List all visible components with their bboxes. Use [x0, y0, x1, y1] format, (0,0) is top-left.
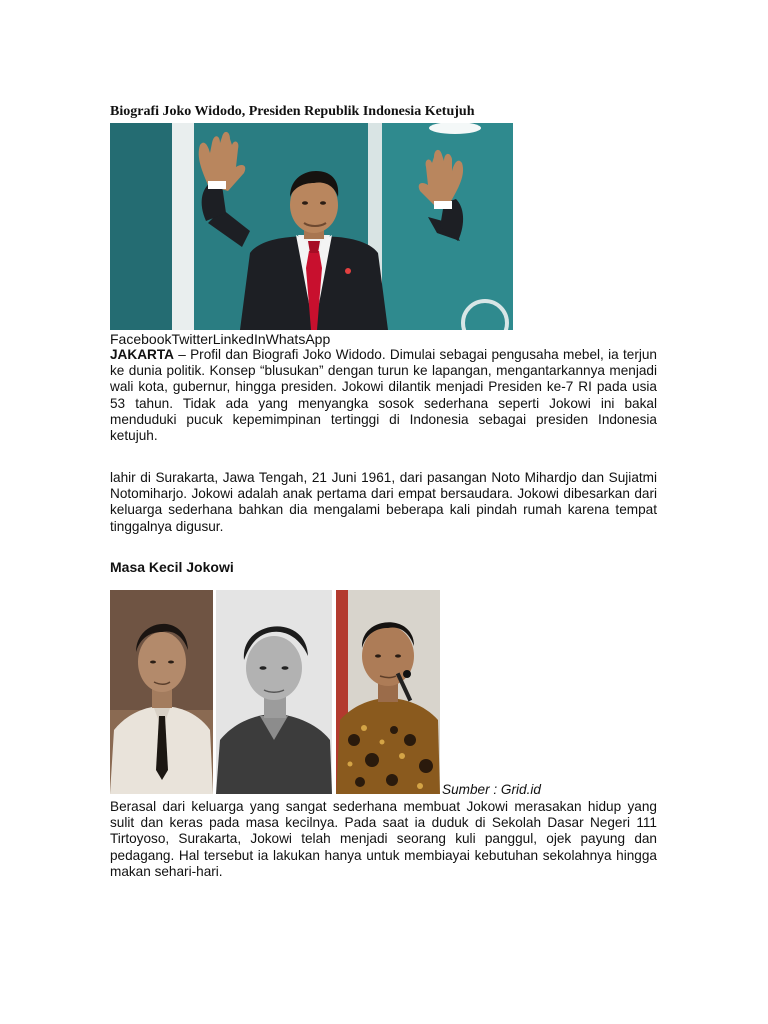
- intro-text: – Profil dan Biografi Joko Widodo. Dimulai sebagai pengusaha mebel, ia terjun ke dunia politik. Konsep “blusukan” dengan turun ke lapangan, mengantarkannya menjadi wali kota, gubernur, hingga presiden. Jokowi dilantik menjadi Presiden ke-7 RI pada usia 53 tahun. Tidak ada yang menyangka sosok sederhana seperti Jokowi ini bakal menduduki pucuk kepemimpinan tertinggi di Indonesia sebagai presiden Indonesia ketujuh.: [110, 347, 657, 444]
- intro-paragraph: [110, 347, 657, 444]
- share-links[interactable]: FacebookTwitterLinkedInWhatsApp: [110, 331, 331, 347]
- childhood-paragraph: Berasal dari keluarga yang sangat sederhana membuat Jokowi merasakan hidup yang sulit dan keras pada masa kecilnya. Pada saat ia duduk di Sekolah Dasar Negeri 111 Tirtoyoso, Surakarta, Jokowi telah menjadi seorang kuli panggul, ojek payung dan pedagang. Hal tersebut ia lakukan hanya untuk membiayai kebutuhan sekolahnya hingga makan sehari-hari.: [110, 799, 657, 879]
- dateline: JAKARTA: [110, 347, 174, 362]
- young-photo-2: [216, 590, 332, 794]
- young-photo-1: [110, 590, 213, 794]
- section-heading: Masa Kecil Jokowi: [110, 559, 234, 575]
- childhood-photos: [110, 590, 440, 794]
- birth-paragraph: lahir di Surakarta, Jawa Tengah, 21 Juni 1961, dari pasangan Noto Mihardjo dan Sujiatmi Notomiharjo. Jokowi adalah anak pertama dari empat bersaudara. Jokowi dibesarkan dari keluarga sederhana bahkan dia mengalami beberapa kali pindah rumah karena tempat tinggalnya digusur.: [110, 470, 657, 534]
- adult-photo: [336, 590, 440, 794]
- article-title: Biografi Joko Widodo, Presiden Republik Indonesia Ketujuh: [110, 104, 475, 119]
- photo-caption: Sumber : Grid.id: [442, 782, 541, 797]
- hero-photo: [110, 123, 513, 330]
